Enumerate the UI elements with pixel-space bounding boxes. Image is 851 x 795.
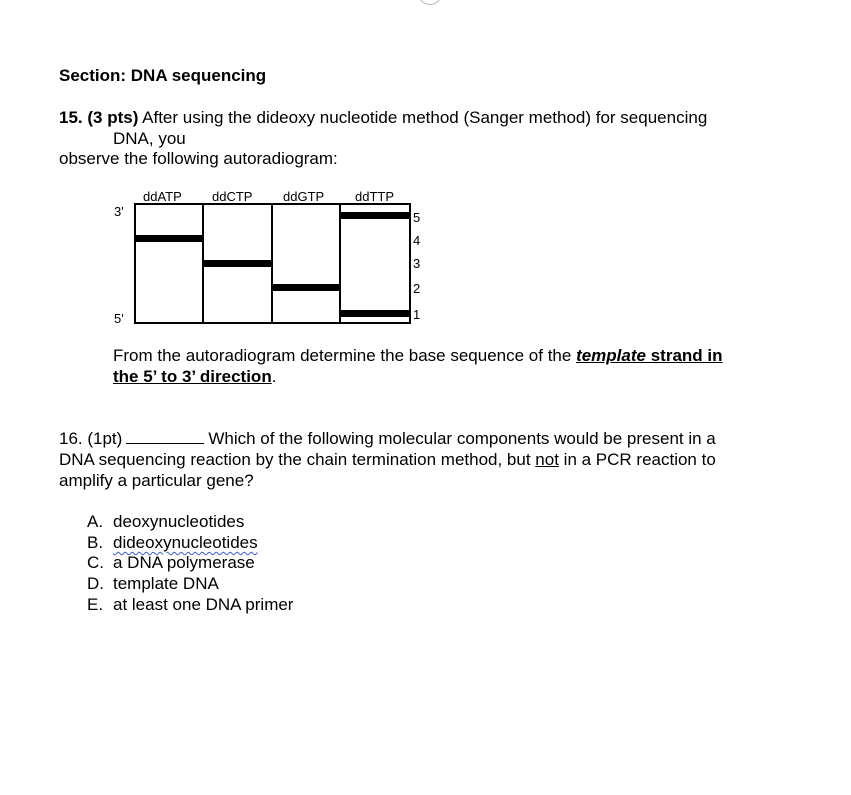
q15-prompt-line2 bbox=[113, 367, 276, 387]
lane-label-ddatp: ddATP bbox=[143, 189, 182, 204]
q15-line2: DNA, you bbox=[113, 129, 186, 148]
band-ddgtp-pos2 bbox=[273, 284, 339, 291]
gel-lane-ddgtp bbox=[271, 203, 341, 324]
lane-label-ddttp: ddTTP bbox=[355, 189, 395, 204]
position-number-5: 5 bbox=[413, 210, 421, 225]
option-a: A. deoxynucleotides bbox=[87, 512, 245, 531]
q15-prompt-line1 bbox=[113, 346, 723, 366]
band-ddctp-pos3 bbox=[204, 260, 271, 267]
lane-label-ddctp: ddCTP bbox=[212, 189, 253, 204]
q16-line1 bbox=[59, 429, 716, 449]
q15-prompt-emph: template strand in bbox=[576, 346, 723, 365]
end-label-3prime: 3' bbox=[114, 204, 124, 219]
option-e: E. at least one DNA primer bbox=[87, 595, 294, 614]
q15-line1 bbox=[59, 108, 707, 128]
option-d: D. template DNA bbox=[87, 574, 219, 593]
band-ddttp-pos5 bbox=[341, 212, 409, 219]
position-number-4: 4 bbox=[413, 233, 421, 248]
option-b: B. dideoxynucleotides bbox=[87, 533, 258, 552]
band-ddttp-pos1 bbox=[341, 310, 409, 317]
position-number-1: 1 bbox=[413, 307, 421, 322]
gel-lane-ddatp bbox=[134, 203, 204, 324]
q16-line2: DNA sequencing reaction by the chain termination method, but not in a PCR reaction to bbox=[59, 450, 716, 469]
q15-label: 15. (3 pts) bbox=[59, 108, 139, 127]
position-number-2: 2 bbox=[413, 281, 421, 296]
q15-prompt-direction: the 5’ to 3’ direction bbox=[113, 367, 272, 386]
page-top-mark bbox=[418, 0, 442, 5]
gel-lane-ddttp bbox=[339, 203, 411, 324]
q15-prompt-period: . bbox=[271, 367, 277, 386]
lane-label-ddgtp: ddGTP bbox=[283, 189, 325, 204]
q16-line1-text: Which of the following molecular components would be present in a bbox=[208, 429, 716, 448]
q16-label: 16. (1pt) bbox=[59, 429, 123, 448]
section-title: Section: DNA sequencing bbox=[59, 66, 267, 85]
q15-prompt-text: From the autoradiogram determine the base sequence of the bbox=[113, 346, 577, 365]
position-number-3: 3 bbox=[413, 256, 421, 271]
q15-line3: observe the following autoradiogram: bbox=[59, 149, 338, 168]
q16-answer-blank[interactable] bbox=[126, 429, 204, 444]
end-label-5prime: 5' bbox=[114, 311, 124, 326]
option-c: C. a DNA polymerase bbox=[87, 553, 255, 572]
spellcheck-underline: dideoxynucleotides bbox=[113, 533, 258, 552]
q16-not: not bbox=[535, 450, 559, 469]
q15-line1-text: After using the dideoxy nucleotide method (Sanger method) for sequencing bbox=[138, 108, 708, 127]
q16-line3: amplify a particular gene? bbox=[59, 471, 254, 490]
band-ddatp-pos4 bbox=[136, 235, 202, 242]
